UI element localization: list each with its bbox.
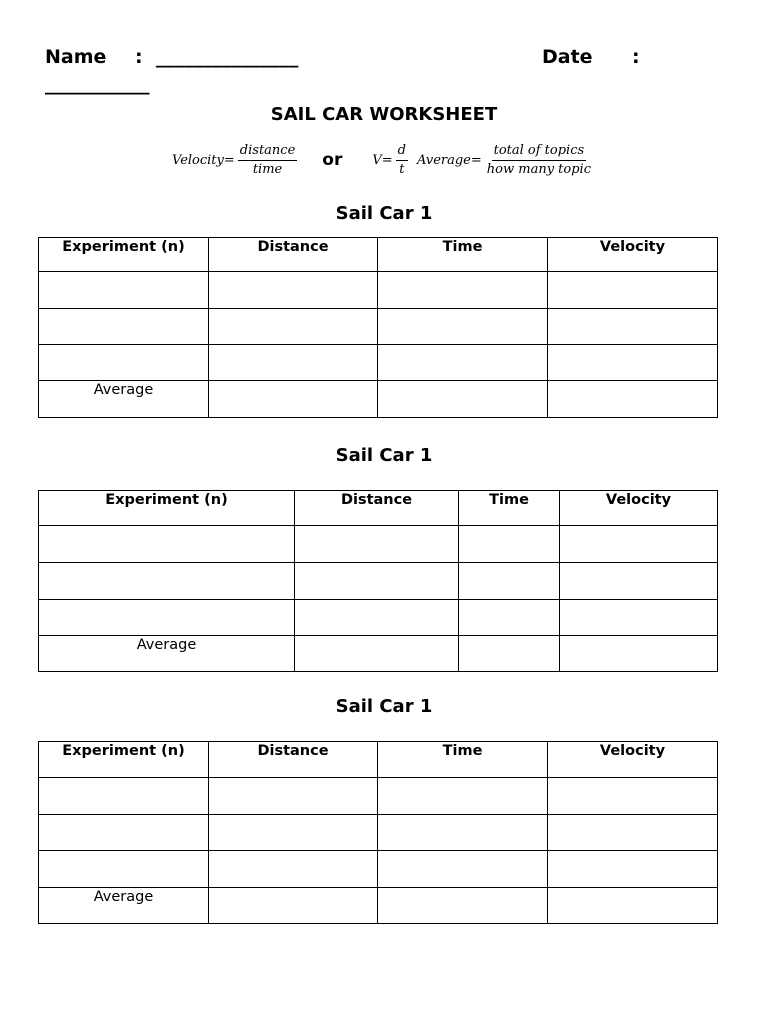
- date-field-line[interactable]: ___________: [45, 73, 150, 95]
- time-cell[interactable]: [378, 309, 548, 345]
- distance-cell[interactable]: [295, 563, 459, 600]
- time-cell[interactable]: [459, 563, 560, 600]
- velocity-cell[interactable]: [548, 345, 718, 381]
- section-title: Sail Car 1: [335, 203, 433, 224]
- data-table: [38, 237, 718, 418]
- row-label-cell: [39, 851, 209, 888]
- time-cell[interactable]: [378, 272, 548, 309]
- velocity-formula: [0, 140, 768, 180]
- time-cell[interactable]: [378, 778, 548, 815]
- name-label: Name: [45, 46, 107, 68]
- header-velocity: Velocity: [548, 742, 718, 778]
- velocity-cell[interactable]: [560, 563, 718, 600]
- section-title: Sail Car 1: [335, 445, 433, 466]
- header-distance: Distance: [295, 491, 459, 526]
- velocity-cell[interactable]: [560, 600, 718, 636]
- table-row: [39, 345, 718, 381]
- table-row: [39, 851, 718, 888]
- header-distance: Distance: [209, 742, 378, 778]
- average-label: Average: [39, 636, 295, 672]
- fraction-numerator: d: [396, 143, 408, 161]
- worksheet-title: SAIL CAR WORKSHEET: [270, 104, 498, 125]
- row-label-cell: [39, 563, 295, 600]
- velocity-fraction: [238, 143, 297, 178]
- table-header-row: [39, 742, 718, 778]
- row-label-cell: [39, 526, 295, 563]
- equals-sign: =: [223, 152, 235, 168]
- velocity-cell[interactable]: [548, 851, 718, 888]
- time-cell[interactable]: [378, 345, 548, 381]
- average-fraction: [485, 143, 593, 178]
- table-row: [39, 815, 718, 851]
- date-label: Date: [542, 46, 593, 68]
- distance-cell[interactable]: [209, 778, 378, 815]
- average-lhs: Average: [416, 152, 471, 168]
- data-table: [38, 741, 718, 924]
- fraction-denominator: t: [399, 161, 405, 177]
- header-experiment: Experiment (n): [39, 742, 209, 778]
- table-row: [39, 778, 718, 815]
- row-label-cell: [39, 272, 209, 309]
- velocity-cell[interactable]: [560, 636, 718, 672]
- header-distance: Distance: [209, 238, 378, 272]
- average-row: [39, 381, 718, 418]
- velocity-cell[interactable]: [548, 778, 718, 815]
- data-table: [38, 490, 718, 672]
- time-cell[interactable]: [378, 888, 548, 924]
- distance-cell[interactable]: [295, 636, 459, 672]
- velocity-cell[interactable]: [548, 272, 718, 309]
- table-header-row: [39, 491, 718, 526]
- time-cell[interactable]: [378, 851, 548, 888]
- row-label-cell: [39, 345, 209, 381]
- row-label-cell: [39, 309, 209, 345]
- v-fraction: [396, 143, 408, 178]
- fraction-numerator: total of topics: [492, 143, 587, 161]
- row-label-cell: [39, 778, 209, 815]
- table-row: [39, 272, 718, 309]
- table-row: [39, 526, 718, 563]
- header-time: Time: [378, 238, 548, 272]
- row-label-cell: [39, 600, 295, 636]
- time-cell[interactable]: [459, 600, 560, 636]
- distance-cell[interactable]: [295, 600, 459, 636]
- average-row: [39, 636, 718, 672]
- v-lhs: V: [372, 152, 382, 168]
- header-velocity: Velocity: [548, 238, 718, 272]
- row-label-cell: [39, 815, 209, 851]
- velocity-cell[interactable]: [548, 815, 718, 851]
- section-title: Sail Car 1: [335, 696, 433, 717]
- distance-cell[interactable]: [209, 345, 378, 381]
- header-time: Time: [459, 491, 560, 526]
- table-row: [39, 600, 718, 636]
- or-text: or: [322, 150, 343, 170]
- table-header-row: [39, 238, 718, 272]
- average-row: [39, 888, 718, 924]
- velocity-cell[interactable]: [548, 888, 718, 924]
- distance-cell[interactable]: [209, 815, 378, 851]
- distance-cell[interactable]: [209, 851, 378, 888]
- average-label: Average: [39, 381, 209, 418]
- equals-sign: =: [470, 152, 482, 168]
- table-row: [39, 563, 718, 600]
- fraction-denominator: how many topic: [486, 161, 591, 177]
- time-cell[interactable]: [378, 815, 548, 851]
- time-cell[interactable]: [378, 381, 548, 418]
- distance-cell[interactable]: [295, 526, 459, 563]
- name-field-line[interactable]: : _______________: [135, 46, 299, 68]
- velocity-lhs: Velocity: [172, 152, 224, 168]
- equals-sign: =: [381, 152, 393, 168]
- fraction-denominator: time: [252, 161, 283, 177]
- header-experiment: Experiment (n): [39, 491, 295, 526]
- header-experiment: Experiment (n): [39, 238, 209, 272]
- time-cell[interactable]: [459, 636, 560, 672]
- date-colon: :: [632, 46, 640, 68]
- table-row: [39, 309, 718, 345]
- distance-cell[interactable]: [209, 272, 378, 309]
- header-time: Time: [378, 742, 548, 778]
- fraction-numerator: distance: [238, 143, 297, 161]
- distance-cell[interactable]: [209, 888, 378, 924]
- velocity-cell[interactable]: [548, 381, 718, 418]
- time-cell[interactable]: [459, 526, 560, 563]
- distance-cell[interactable]: [209, 381, 378, 418]
- distance-cell[interactable]: [209, 309, 378, 345]
- velocity-cell[interactable]: [548, 309, 718, 345]
- velocity-cell[interactable]: [560, 526, 718, 563]
- header-velocity: Velocity: [560, 491, 718, 526]
- average-label: Average: [39, 888, 209, 924]
